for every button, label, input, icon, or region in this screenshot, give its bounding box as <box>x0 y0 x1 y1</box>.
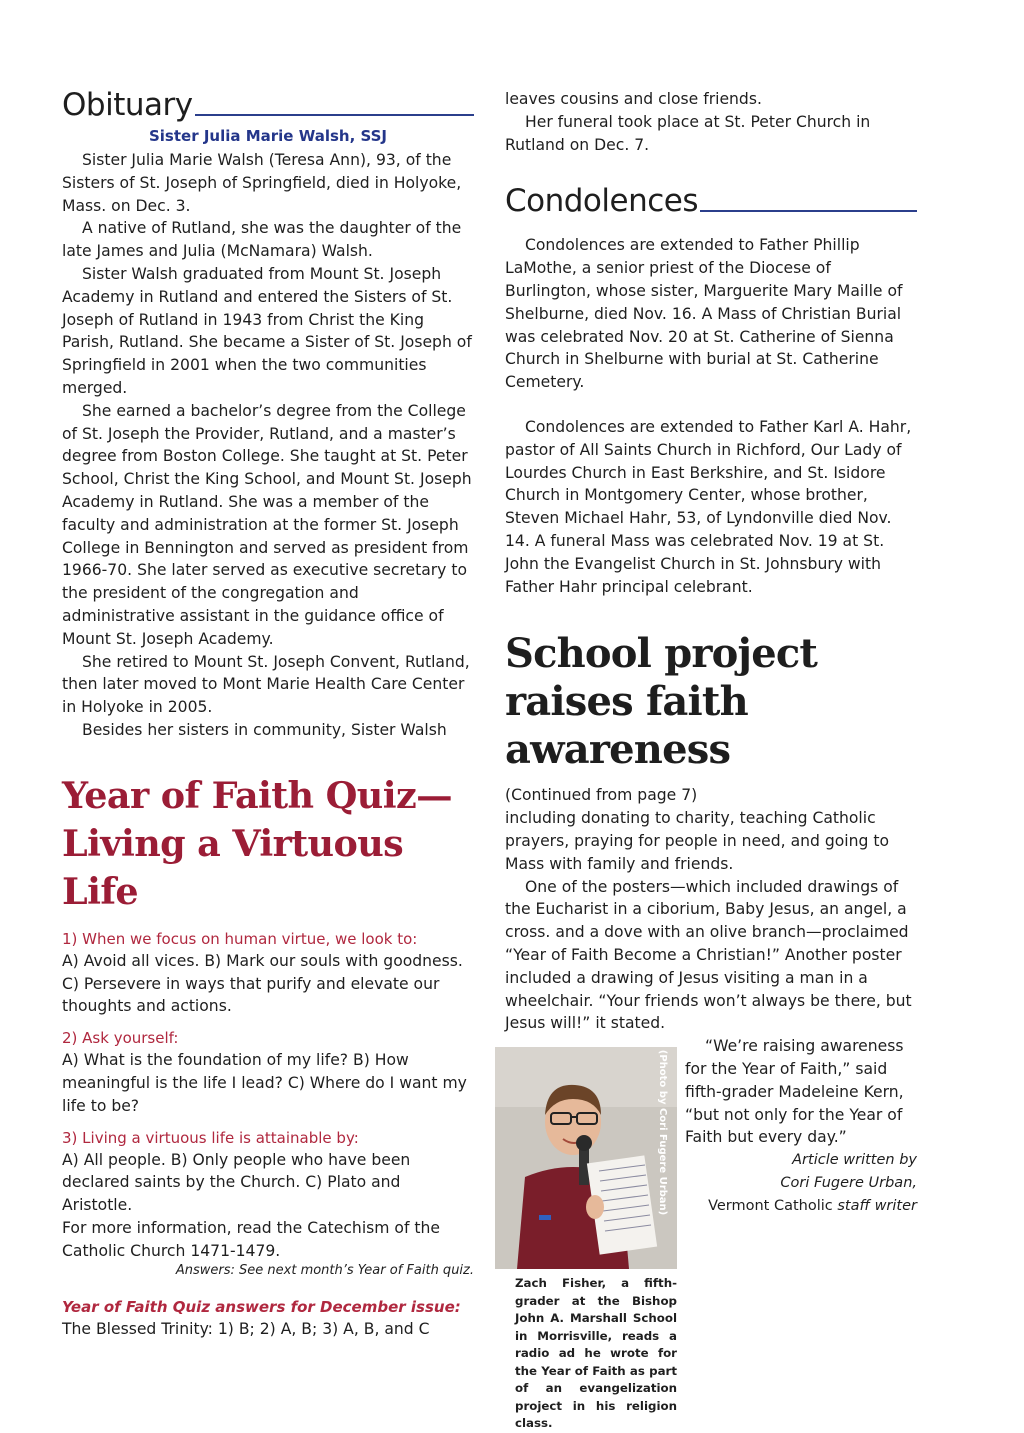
quiz-question-2: 2) Ask yourself: <box>62 1029 179 1048</box>
december-answers: The Blessed Trinity: 1) B; 2) A, B; 3) A, B, and C <box>62 1320 430 1339</box>
right-column <box>505 88 917 1433</box>
school-paragraph: One of the posters—which included drawings of the Eucharist in a ciborium, Baby Jesus, an angel, a cross. and a dove with an olive branch—proclaimed “Year of Faith Become a Christian!” Another poster included a drawing of Jesus visiting a man in a wheelchair. “Your friends won’t always be there, but Jesus will!” it stated. <box>505 877 912 1033</box>
obituary-paragraph: Besides her sisters in community, Sister Walsh <box>82 720 447 739</box>
quiz-answers-2: A) What is the foundation of my life? B) How meaningful is the life I lead? C) Where do I want my life to be? <box>62 1051 467 1115</box>
quiz-title: Year of Faith Quiz— Living a Virtuous Life <box>62 773 453 913</box>
byline-publication: Vermont Catholic <box>708 1197 833 1214</box>
condolences-title: Condolences <box>505 183 699 220</box>
obituary-heading <box>62 86 474 124</box>
byline-line-1: Article written by <box>792 1152 917 1169</box>
photo-credit: (Photo by Cori Fugere Urban) <box>656 1049 668 1216</box>
obituary-continued: leaves cousins and close friends. <box>505 90 762 108</box>
quiz-answers-1: A) Avoid all vices. B) Mark our souls with goodness. C) Persevere in ways that purify and elevate our thoughts and actions. <box>62 951 463 1016</box>
student-photo-image <box>495 1047 677 1269</box>
obituary-title: Obituary <box>62 87 193 123</box>
heading-rule <box>195 114 474 116</box>
quiz-question-3: 3) Living a virtuous life is attainable by: <box>62 1128 359 1147</box>
condolence-paragraph: Condolences are extended to Father Karl A. Hahr, pastor of All Saints Church in Richford, Our Lady of Lourdes Church in East Berkshire, and St. Isidore Church in Montgomery Center, whose brother, Steven Michael Hahr, 53, of Lyndonville died Nov. 14. A funeral Mass was celebrated Nov. 19 at St. John the Evangelist Church in St. Johnsbury with Father Hahr principal celebrant. <box>505 417 912 596</box>
quiz-answers-note: Answers: See next month’s Year of Faith quiz. <box>175 1263 474 1279</box>
condolence-paragraph: Condolences are extended to Father Phillip LaMothe, a senior priest of the Diocese of Burlington, whose sister, Marguerite Mary Maille of Shelburne, died Nov. 16. A Mass of Christian Burial was celebrated Nov. 20 at St. Catherine of Sienna Church in Shelburne with burial at St. Catherine Cemetery. <box>505 236 903 392</box>
school-paragraph: including donating to charity, teaching Catholic prayers, praying for people in need, and going to Mass with family and friends. <box>505 809 890 873</box>
obituary-subject: Sister Julia Marie Walsh, SSJ <box>148 127 388 145</box>
school-article-title: School project raises faith awareness <box>505 630 818 774</box>
obituary-funeral: Her funeral took place at St. Peter Church in Rutland on Dec. 7. <box>505 112 871 154</box>
photo-block <box>495 1047 677 1433</box>
school-paragraph: “We’re raising awareness for the Year of Faith,” said fifth-grader Madeleine Kern, “but not only for the Year of Faith but every day.” <box>685 1037 904 1147</box>
student-photo <box>495 1047 677 1269</box>
quiz-question-1: 1) When we focus on human virtue, we look to: <box>62 929 418 948</box>
condolences-heading <box>505 182 917 220</box>
left-column <box>62 86 474 1341</box>
byline-line-2: Cori Fugere Urban, <box>780 1174 917 1191</box>
byline-role: staff writer <box>837 1197 917 1214</box>
obituary-paragraph: She retired to Mount St. Joseph Convent, Rutland, then later moved to Mont Marie Health Care Center in Holyoke in 2005. <box>62 652 470 717</box>
obituary-paragraph: A native of Rutland, she was the daughter of the late James and Julia (McNamara) Walsh. <box>62 219 462 261</box>
obituary-paragraph: Sister Walsh graduated from Mount St. Joseph Academy in Rutland and entered the Sisters of St. Joseph of Rutland in 1943 from Christ the King Parish, Rutland. She became a Sister of St. Joseph of Springfield in 2001 when the two communities merged. <box>62 264 472 397</box>
quiz-more-info: For more information, read the Catechism of the Catholic Church 1471-1479. <box>62 1218 440 1260</box>
continued-from: (Continued from page 7) <box>505 786 698 805</box>
obituary-paragraph: Sister Julia Marie Walsh (Teresa Ann), 93, of the Sisters of St. Joseph of Springfield, died in Holyoke, Mass. on Dec. 3. <box>62 151 462 215</box>
obituary-paragraph: She earned a bachelor’s degree from the College of St. Joseph the Provider, Rutland, and a master’s degree from Boston College. She taught at St. Peter School, Christ the King School, and Mount St. Joseph Academy in Rutland. She was a member of the faculty and administration at the former St. Joseph College in Bennington and served as president from 1966-70. She later served as executive secretary to the president of the congregation and administrative assistant in the guidance office of Mount St. Joseph Academy. <box>62 401 472 648</box>
photo-caption: Zach Fisher, a fifth-grader at the Bishop John A. Marshall School in Morrisville, reads a radio ad he wrote for the Year of Faith as part of an evangelization project in his religion class. <box>515 1276 677 1431</box>
quiz-answers-3: A) All people. B) Only people who have been declared saints by the Church. C) Plato and Aristotle. <box>62 1150 411 1215</box>
heading-rule <box>700 210 917 212</box>
december-answers-heading: Year of Faith Quiz answers for December issue: <box>62 1298 461 1317</box>
